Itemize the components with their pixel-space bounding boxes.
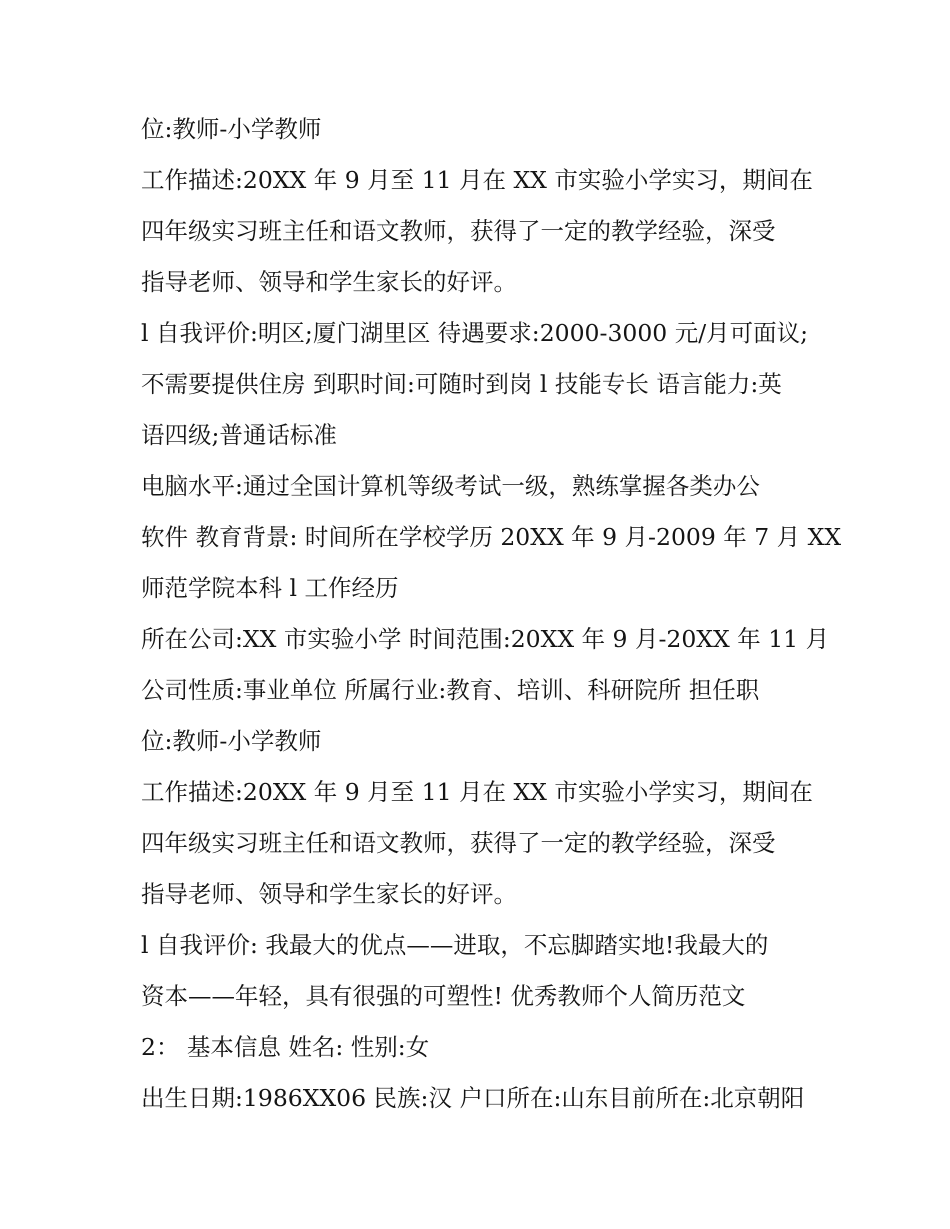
text-line: 工作描述:20XX 年 9 月至 11 月在 XX 市实验小学实习，期间在 <box>141 778 813 806</box>
text-line: 电脑水平:通过全国计算机等级考试一级，熟练掌握各类办公 <box>141 472 760 500</box>
text-line: 工作描述:20XX 年 9 月至 11 月在 XX 市实验小学实习，期间在 <box>141 166 813 194</box>
text-line: 软件 教育背景: 时间所在学校学历 20XX 年 9 月-2009 年 7 月 XX <box>141 523 842 551</box>
text-line: l 自我评价:明区;厦门湖里区 待遇要求:2000-3000 元/月可面议; <box>141 319 809 347</box>
text-line: 2： 基本信息 姓名: 性别:女 <box>141 1033 430 1061</box>
text-line: 指导老师、领导和学生家长的好评。 <box>141 880 517 908</box>
document-body <box>141 108 842 1128</box>
text-line: 四年级实习班主任和语文教师，获得了一定的教学经验，深受 <box>141 829 776 857</box>
text-line: 出生日期:1986XX06 民族:汉 户口所在:山东目前所在:北京朝阳 <box>141 1084 805 1112</box>
text-line: 指导老师、领导和学生家长的好评。 <box>141 268 517 296</box>
text-line: 不需要提供住房 到职时间:可随时到岗 l 技能专长 语言能力:英 <box>141 370 782 398</box>
text-line: 四年级实习班主任和语文教师，获得了一定的教学经验，深受 <box>141 217 776 245</box>
text-line: 资本——年轻，具有很强的可塑性! 优秀教师个人简历范文 <box>141 982 746 1010</box>
text-line: 语四级;普通话标准 <box>141 421 337 449</box>
text-line: 公司性质:事业单位 所属行业:教育、培训、科研院所 担任职 <box>141 676 760 704</box>
text-line: 位:教师-小学教师 <box>141 115 322 143</box>
text-line: 位:教师-小学教师 <box>141 727 322 755</box>
text-line: l 自我评价: 我最大的优点——进取，不忘脚踏实地!我最大的 <box>141 931 769 959</box>
text-line: 师范学院本科 l 工作经历 <box>141 574 399 602</box>
text-line: 所在公司:XX 市实验小学 时间范围:20XX 年 9 月-20XX 年 11 月 <box>141 625 830 653</box>
